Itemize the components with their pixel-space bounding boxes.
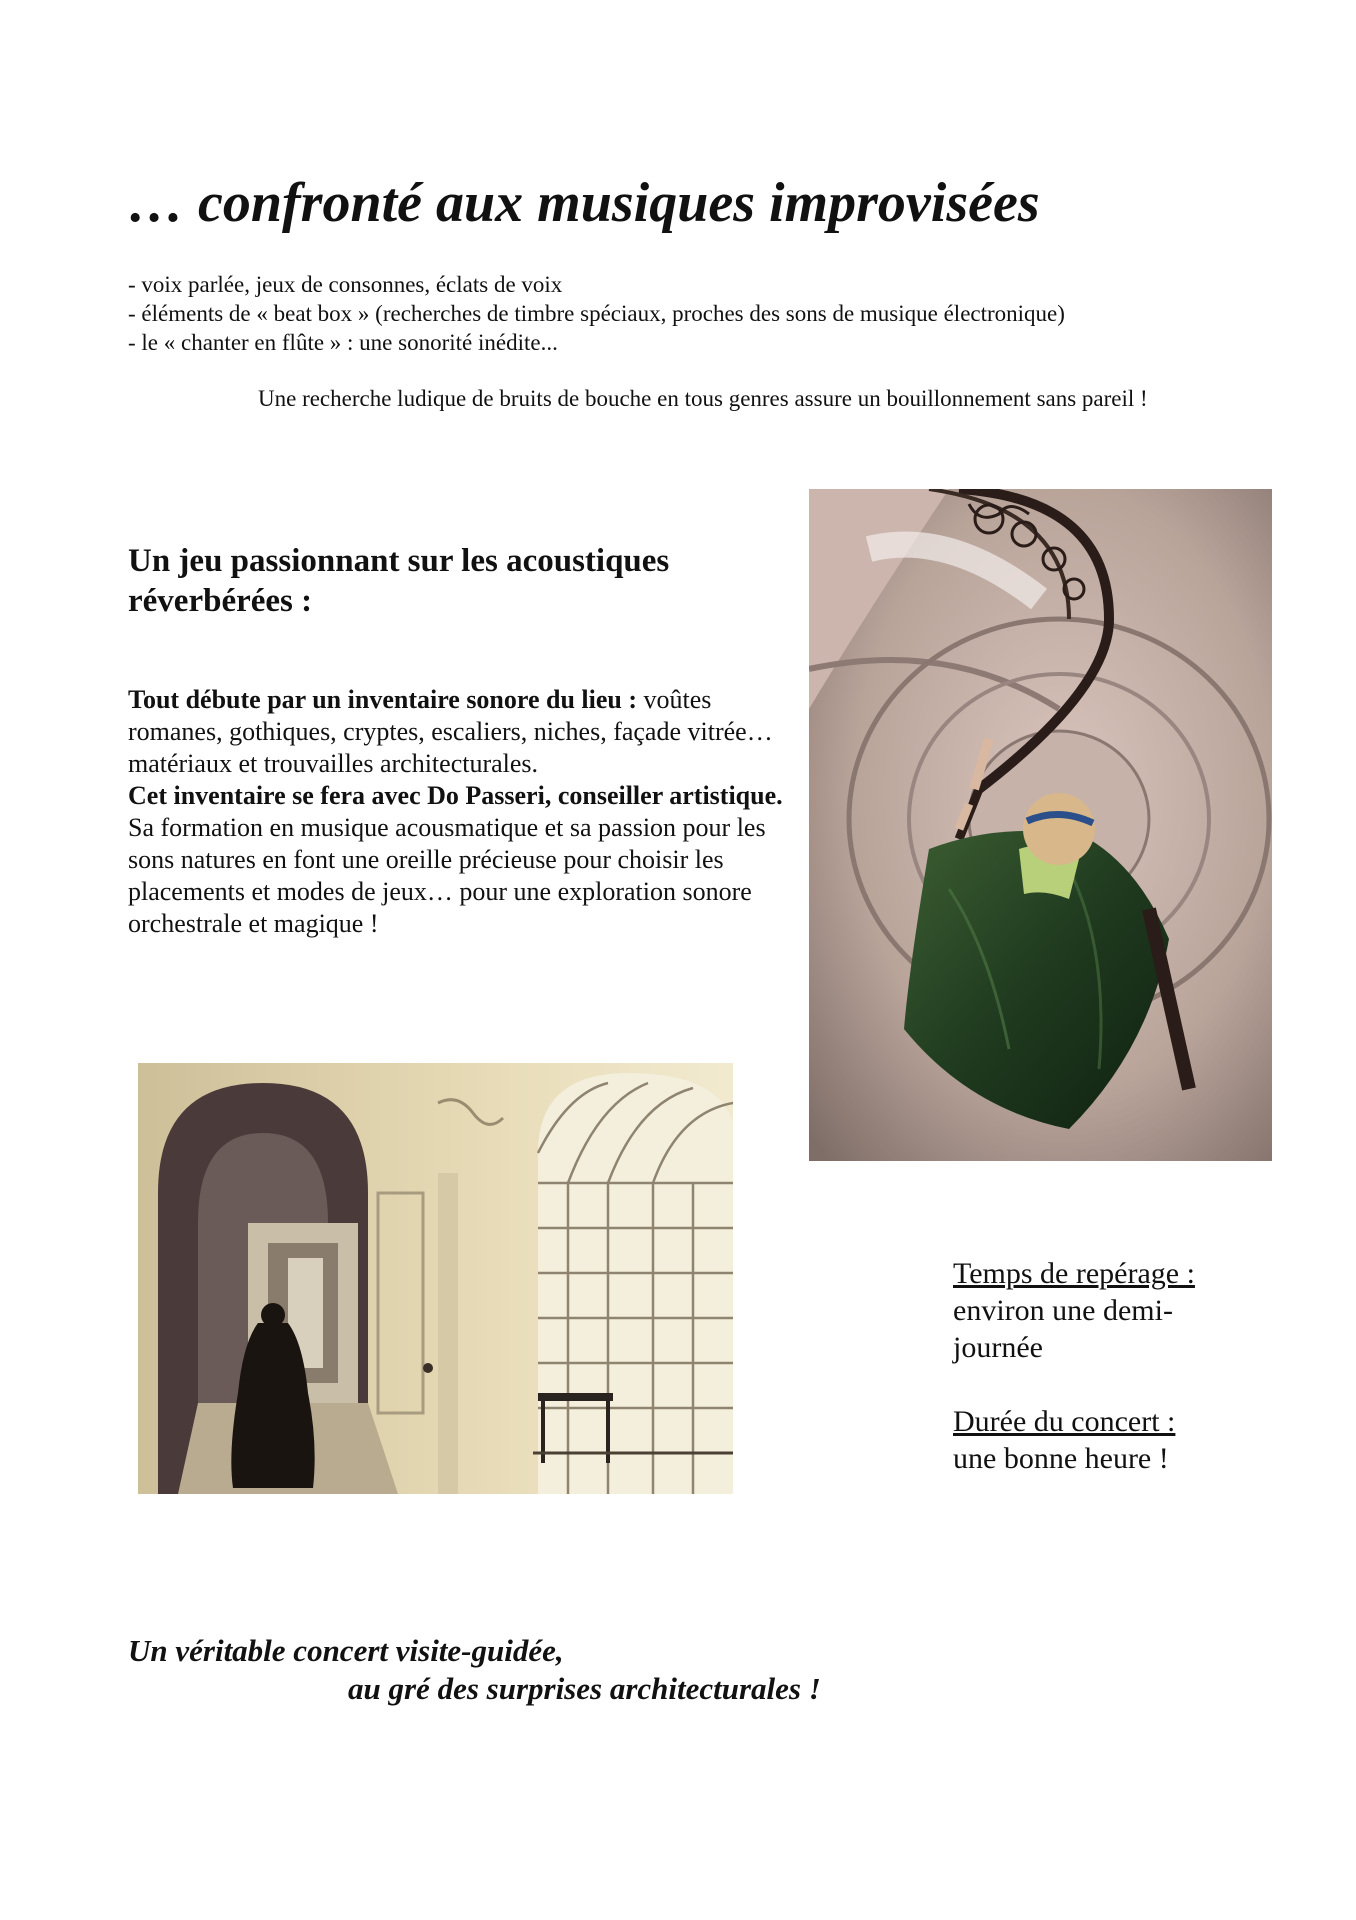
paragraph-1	[128, 685, 773, 778]
paragraph-1-lead: Tout débute par un inventaire sonore du lieu :	[128, 685, 638, 714]
paragraph-2-lead: Cet inventaire se fera avec Do Passeri, conseiller artistique.	[128, 781, 783, 810]
arched-hall-photo	[138, 1063, 733, 1494]
paragraph-2	[128, 781, 783, 938]
staircase-photo	[809, 489, 1272, 1161]
list-item: - le « chanter en flûte » : une sonorité inédite...	[128, 330, 558, 355]
section-heading: Un jeu passionnant sur les acoustiques réverbérées :	[128, 543, 670, 619]
closing-line-1: Un véritable concert visite-guidée,	[128, 1633, 564, 1668]
technique-list	[128, 270, 1065, 357]
concert-duration-label: Durée du concert :	[953, 1405, 1176, 1438]
scouting-time-value: environ une demi-journée	[953, 1294, 1173, 1364]
list-item: - voix parlée, jeux de consonnes, éclats de voix	[128, 272, 563, 297]
page-title: … confronté aux musiques improvisées	[128, 172, 1040, 234]
paragraph-2-text: Sa formation en musique acousmatique et sa passion pour les sons natures en font une oreille précieuse pour choisir les placements et modes de jeux… pour une exploration sonore orchestrale et magique !	[128, 813, 766, 938]
closing-line-2: au gré des surprises architecturales !	[348, 1671, 821, 1706]
concert-duration-value: une bonne heure !	[953, 1442, 1169, 1475]
practical-info	[953, 1255, 1253, 1477]
tagline: Une recherche ludique de bruits de bouche en tous genres assure un bouillonnement sans pareil !	[258, 386, 1148, 411]
paragraph-1-text: voûtes romanes, gothiques, cryptes, escaliers, niches, façade vitrée… matériaux et trouvailles architecturales.	[128, 685, 773, 778]
scouting-time-label: Temps de repérage :	[953, 1257, 1195, 1290]
section-body	[128, 684, 788, 940]
list-item: - éléments de « beat box » (recherches de timbre spéciaux, proches des sons de musique électronique)	[128, 301, 1065, 326]
